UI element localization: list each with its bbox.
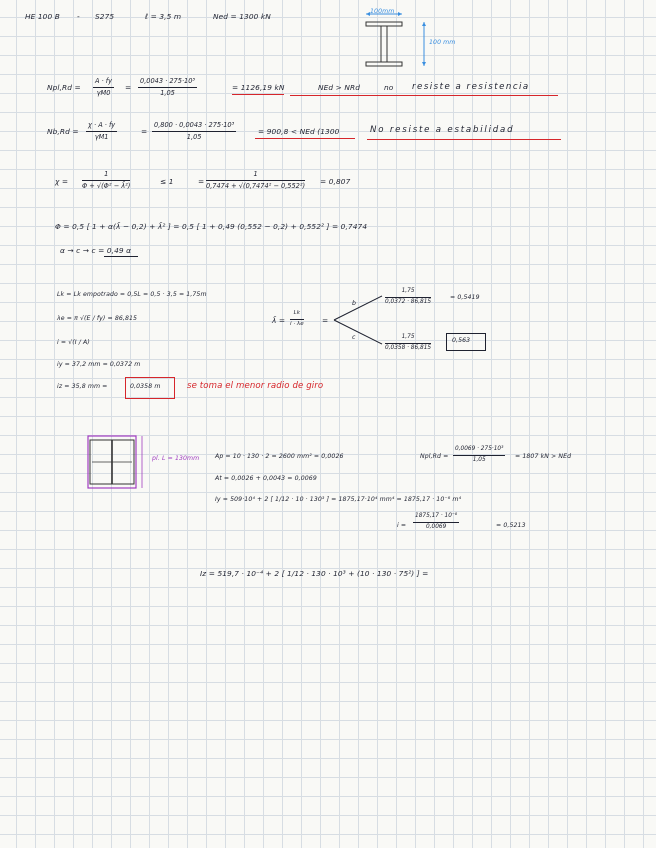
lambda-e-line: λe = π √(E / fy) = 86,815 [57, 315, 138, 322]
branch-b-fraction: $\frac{1,75}{0,0372 \cdot 86,815}$ [385, 288, 432, 305]
branch-c-fraction: $\frac{1,75}{0,0358 \cdot 86,815}$ [385, 334, 432, 351]
equals-sign: = [198, 177, 205, 186]
built-up-section-sketch [84, 434, 154, 494]
resistance-comparison: NEd > NRd [318, 83, 361, 92]
chi-fraction-2: $\frac{1}{\text{0,7474 + √(0,7474² − 0,552²)}}$ [206, 170, 306, 190]
dash: - [77, 12, 80, 21]
resistance-conclusion: resiste a resistencia [412, 82, 530, 92]
plate-label: pl. L = 130mm [152, 455, 200, 462]
branch-c-label: c [352, 334, 356, 341]
built-up-i-label: i = [397, 522, 407, 529]
width-dimension: 100mm [370, 8, 395, 15]
ned-value: Ned = 1300 kN [213, 12, 271, 21]
equals-sign: = [125, 83, 132, 92]
alpha-underline [104, 256, 138, 257]
total-area-line: At = 0,0026 + 0,0043 = 0,0069 [215, 475, 317, 482]
built-up-iz-line: Iz = 519,7 · 10⁻⁴ + 2 [ 1/12 · 130 · 10³ + (10 · 130 · 75²) ] = [200, 569, 429, 578]
stability-underline [367, 139, 561, 140]
equals-sign: = [141, 127, 148, 136]
lambda-bar-fraction: $\frac{Lk}{i \cdot \lambda e}$ [290, 310, 304, 327]
built-up-nrd-result: = 1807 kN > NEd [515, 453, 572, 460]
phi-formula: Φ = 0,5 [ 1 + α(λ̄ − 0,2) + λ̄² ] = 0,5 [ 1 + 0,49 (0,552 − 0,2) + 0,552² ] = 0,7474 [55, 222, 368, 231]
height-dimension: 100 mm [429, 39, 456, 46]
chi-label: χ = [55, 177, 69, 186]
iy-line: iy = 37,2 mm = 0,0372 m [57, 361, 141, 368]
stability-conclusion: No resiste a estabilidad [370, 125, 515, 135]
stability-fraction-1: $\frac{\chi \cdot A \cdot fy}{\gamma M1}$ [88, 121, 116, 141]
radius-formula: i = √(I / A) [57, 339, 90, 346]
chi-fraction-1: $\frac{1}{\text{Φ + √(Φ² − λ̄²)}}$ [82, 170, 131, 190]
npl-rd-label: Npl,Rd = [47, 83, 81, 92]
branch-c-result: 0,563 [452, 337, 471, 344]
resistance-underline [290, 95, 558, 96]
resistance-fraction-2: $\frac{\text{0,0043 · 275·10³}}{1,05}$ [140, 77, 196, 97]
result-underline [232, 94, 284, 95]
buckling-length-line: Lk = Lk empotrado = 0,5L = 0,5 · 3,5 = 1,75m [57, 291, 207, 298]
iz-line: iz = 35,8 mm = [57, 383, 108, 390]
alpha-line: α → c → c = 0,49 α [60, 246, 132, 255]
built-up-i-result: = 0,5213 [496, 522, 526, 529]
built-up-iy-line: Iy = 509·10⁴ + 2 [ 1/12 · 10 · 130³ ] = 1875,17·10⁴ mm⁴ = 1875,17 · 10⁻⁸ m⁴ [215, 496, 462, 503]
min-radius-note: se toma el menor radio de giro [187, 381, 324, 391]
profile-label: HE 100 B [25, 12, 60, 21]
built-up-i-fraction: $\frac{\text{1875,17 · 10⁻⁸}}{0,0069}$ [415, 513, 458, 530]
branch-b-result: = 0,5419 [450, 294, 480, 301]
nb-rd-label: Nb,Rd = [47, 127, 79, 136]
lambda-bar-label: λ̄ = [272, 316, 286, 325]
stability-fraction-2: $\frac{\text{0,800 · 0,0043 · 275·10³}}{1,05}$ [154, 121, 235, 141]
built-up-nrd-label: Npl,Rd = [420, 453, 449, 460]
iz-value: 0,0358 m [130, 383, 161, 390]
stability-result-underline [255, 138, 355, 139]
branch-lines [330, 292, 390, 348]
equals-sign: = [322, 316, 329, 325]
resistance-fraction-1: $\frac{A \cdot fy}{\gamma M0}$ [95, 77, 113, 97]
built-up-nrd-fraction: $\frac{\text{0,0069 · 275·10³}}{1,05}$ [455, 446, 504, 463]
resistance-no: no [384, 83, 394, 92]
plate-area-line: Ap = 10 · 130 · 2 = 2600 mm² = 0,0026 [215, 453, 344, 460]
steel-grade: S275 [95, 12, 115, 21]
chi-result: = 0,807 [320, 177, 351, 186]
branch-b-label: b [352, 300, 357, 307]
stability-result: = 900,8 < NEd (1300 [258, 127, 340, 136]
resistance-result: = 1126,19 kN [232, 83, 285, 92]
chi-leq: ≤ 1 [160, 177, 174, 186]
length-value: ℓ = 3,5 m [145, 12, 182, 21]
